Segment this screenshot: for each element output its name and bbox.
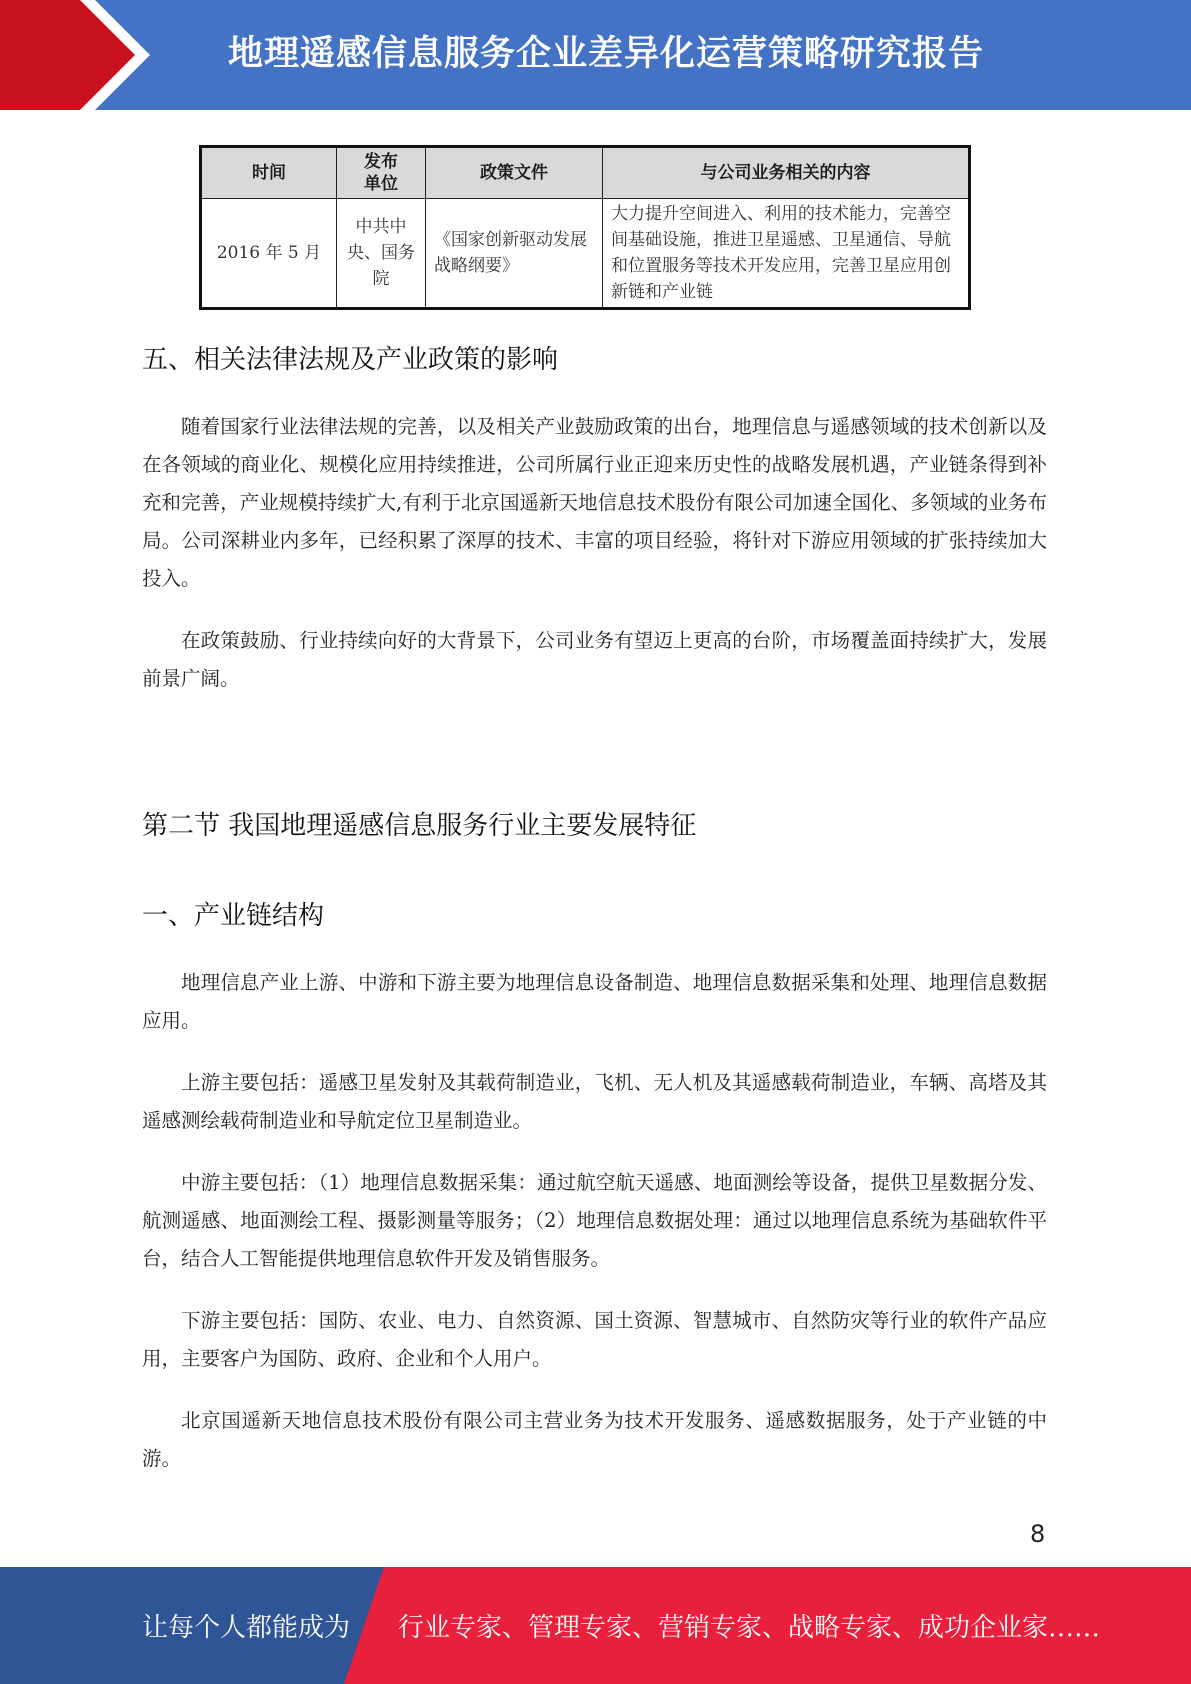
paragraph: 地理信息产业上游、中游和下游主要为地理信息设备制造、地理信息数据采集和处理、地理信息数据应用。 [142, 971, 1047, 1032]
column-header-org-text: 发布单位 [364, 152, 398, 194]
section-heading-laws: 五、相关法律法规及产业政策的影响 [142, 345, 559, 375]
column-header-time: 时间 [201, 147, 337, 199]
section-heading-industry-chain: 一、产业链结构 [142, 901, 325, 931]
column-header-doc: 政策文件 [426, 147, 603, 199]
column-header-org [337, 147, 426, 199]
footer-banner [0, 1567, 1191, 1684]
paragraph: 在政策鼓励、行业持续向好的大背景下，公司业务有望迈上更高的台阶，市场覆盖面持续扩大，发展前景广阔。 [142, 629, 1047, 690]
cell-org: 中共中央、国务院 [337, 199, 426, 309]
cell-content: 大力提升空间进入、利用的技术能力，完善空间基础设施，推进卫星遥感、卫星通信、导航和位置服务等技术开发应用，完善卫星应用创新链和产业链 [603, 199, 970, 309]
cell-doc: 《国家创新驱动发展战略纲要》 [426, 199, 603, 309]
paragraph: 上游主要包括：遥感卫星发射及其载荷制造业，飞机、无人机及其遥感载荷制造业，车辆、高塔及其遥感测绘载荷制造业和导航定位卫星制造业。 [142, 1071, 1047, 1132]
page-number: 8 [1030, 1520, 1046, 1548]
footer-slogan-left: 让每个人都能成为 [142, 1613, 351, 1643]
chapter-heading: 第二节 我国地理遥感信息服务行业主要发展特征 [142, 811, 697, 841]
paragraph: 随着国家行业法律法规的完善，以及相关产业鼓励政策的出台，地理信息与遥感领域的技术创新以及在各领域的商业化、规模化应用持续推进，公司所属行业正迎来历史性的战略发展机遇，产业链条得到补充和完善，产业规模持续扩大,有利于北京国遥新天地信息技术股份有限公司加速全国化、多领域的业务布局。公司深耕业内多年，已经积累了深厚的技术、丰富的项目经验，将针对下游应用领域的扩张持续加大投入。 [142, 415, 1047, 590]
paragraph: 中游主要包括：（1）地理信息数据采集：通过航空航天遥感、地面测绘等设备，提供卫星数据分发、航测遥感、地面测绘工程、摄影测量等服务；（2）地理信息数据处理：通过以地理信息系统为基础软件平台，结合人工智能提供地理信息软件开发及销售服务。 [142, 1171, 1047, 1270]
column-header-content: 与公司业务相关的内容 [603, 147, 970, 199]
table-header-row [201, 147, 970, 199]
policy-table [199, 145, 971, 310]
paragraph: 北京国遥新天地信息技术股份有限公司主营业务为技术开发服务、遥感数据服务，处于产业链的中游。 [142, 1409, 1047, 1470]
footer-slogan-right: 行业专家、管理专家、营销专家、战略专家、成功企业家…… [398, 1613, 1101, 1643]
report-title: 地理遥感信息服务企业差异化运营策略研究报告 [228, 34, 985, 74]
table-row [201, 199, 970, 309]
paragraph: 下游主要包括：国防、农业、电力、自然资源、国土资源、智慧城市、自然防灾等行业的软件产品应用，主要客户为国防、政府、企业和个人用户。 [142, 1309, 1047, 1370]
cell-time: 2016 年 5 月 [201, 199, 337, 309]
header-banner [0, 0, 1191, 110]
